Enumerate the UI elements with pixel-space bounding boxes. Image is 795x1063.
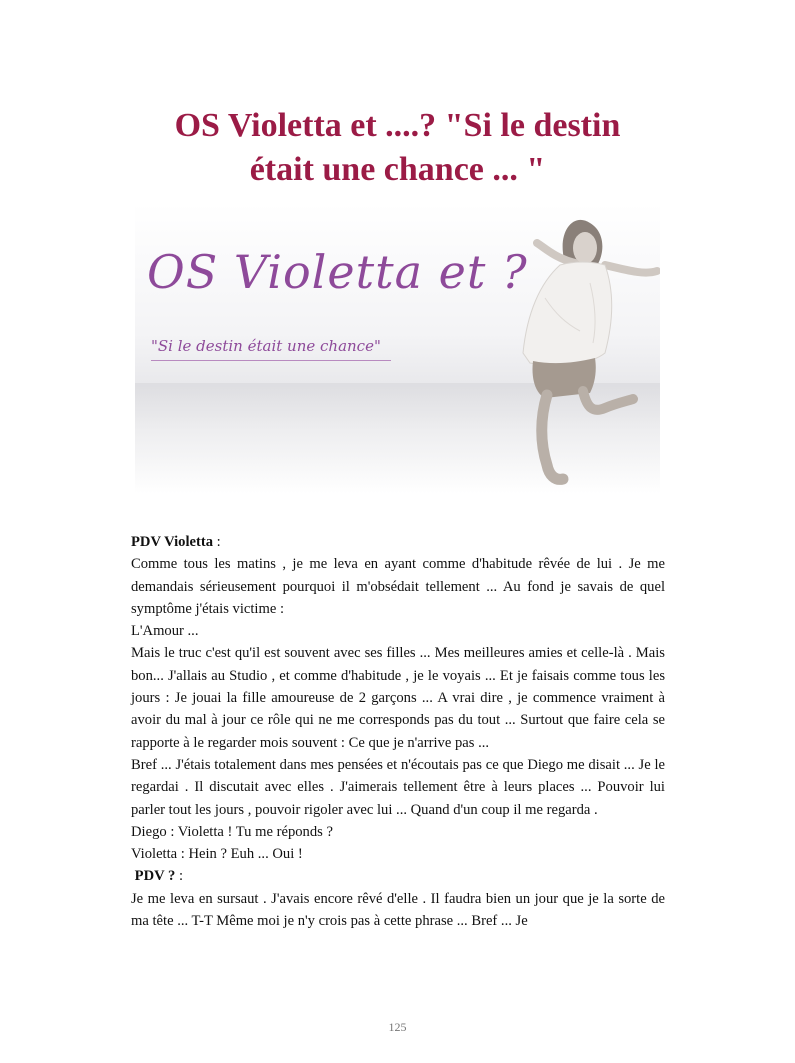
paragraph: Bref ... J'étais totalement dans mes pensées et n'écoutais pas ce que Diego me disait ... Je le regardai . Il discutait avec elles . J'aimerais tellement être à leurs places ... Pouvoir lui parler tout les jours , pouvoir rigoler avec lui ... Quand d'un coup il me regarda .	[131, 756, 665, 818]
section-heading	[131, 531, 665, 553]
dialogue-line: Violetta : Hein ? Euh ... Oui !	[131, 846, 303, 863]
paragraph: Comme tous les matins , je me leva en ayant comme d'habitude rêvée de lui . Je me demandais sérieusement pourquoi il m'obsédait tellement ... Au fond je savais de quel symptôme j'étais victime :	[131, 556, 665, 617]
paragraph: Mais le truc c'est qu'il est souvent avec ses filles ... Mes meilleures amies et celle-là . Mais bon... J'allais au Studio , et comme d'habitude , je le voyais ... Et je faisais comme tous les jours : Je jouai la fille amoureuse de 2 garçons ... A vrai dire , je commence vraiment à avoir du mal à jour ce rôle qui ne me corresponds pas du tout ... Surtout que faire cela se rapporte à le regarder mois souvent : Ce que je n'arrive pas ...	[131, 645, 665, 751]
banner-sub-text: "Si le destin était une chance"	[151, 337, 381, 355]
title-line-1: OS Violetta et ....? "Si le destin	[174, 107, 621, 144]
jumping-girl-figure	[135, 203, 660, 493]
paragraph: L'Amour ...	[131, 623, 199, 640]
section-heading-suffix: :	[175, 868, 184, 885]
page-title	[100, 104, 695, 192]
title-line-2: était une chance ... "	[249, 151, 546, 188]
section-heading-label: PDV ?	[131, 868, 176, 885]
page-number: 125	[388, 1020, 407, 1034]
banner-main-text: OS Violetta et ?	[147, 245, 528, 299]
paragraph: Je me leva en sursaut . J'avais encore rêvé d'elle . Il faudra bien un jour que je la sorte de ma tête ... T-T Même moi je n'y crois pas à cette phrase ... Bref ... Je	[131, 890, 665, 930]
dialogue-line: Diego : Violetta ! Tu me réponds ?	[131, 823, 333, 840]
section-heading-suffix: :	[213, 534, 221, 550]
section-heading	[131, 865, 665, 887]
section-heading-label: PDV Violetta	[131, 534, 214, 550]
story-banner-image	[135, 203, 660, 493]
story-text	[131, 531, 665, 932]
